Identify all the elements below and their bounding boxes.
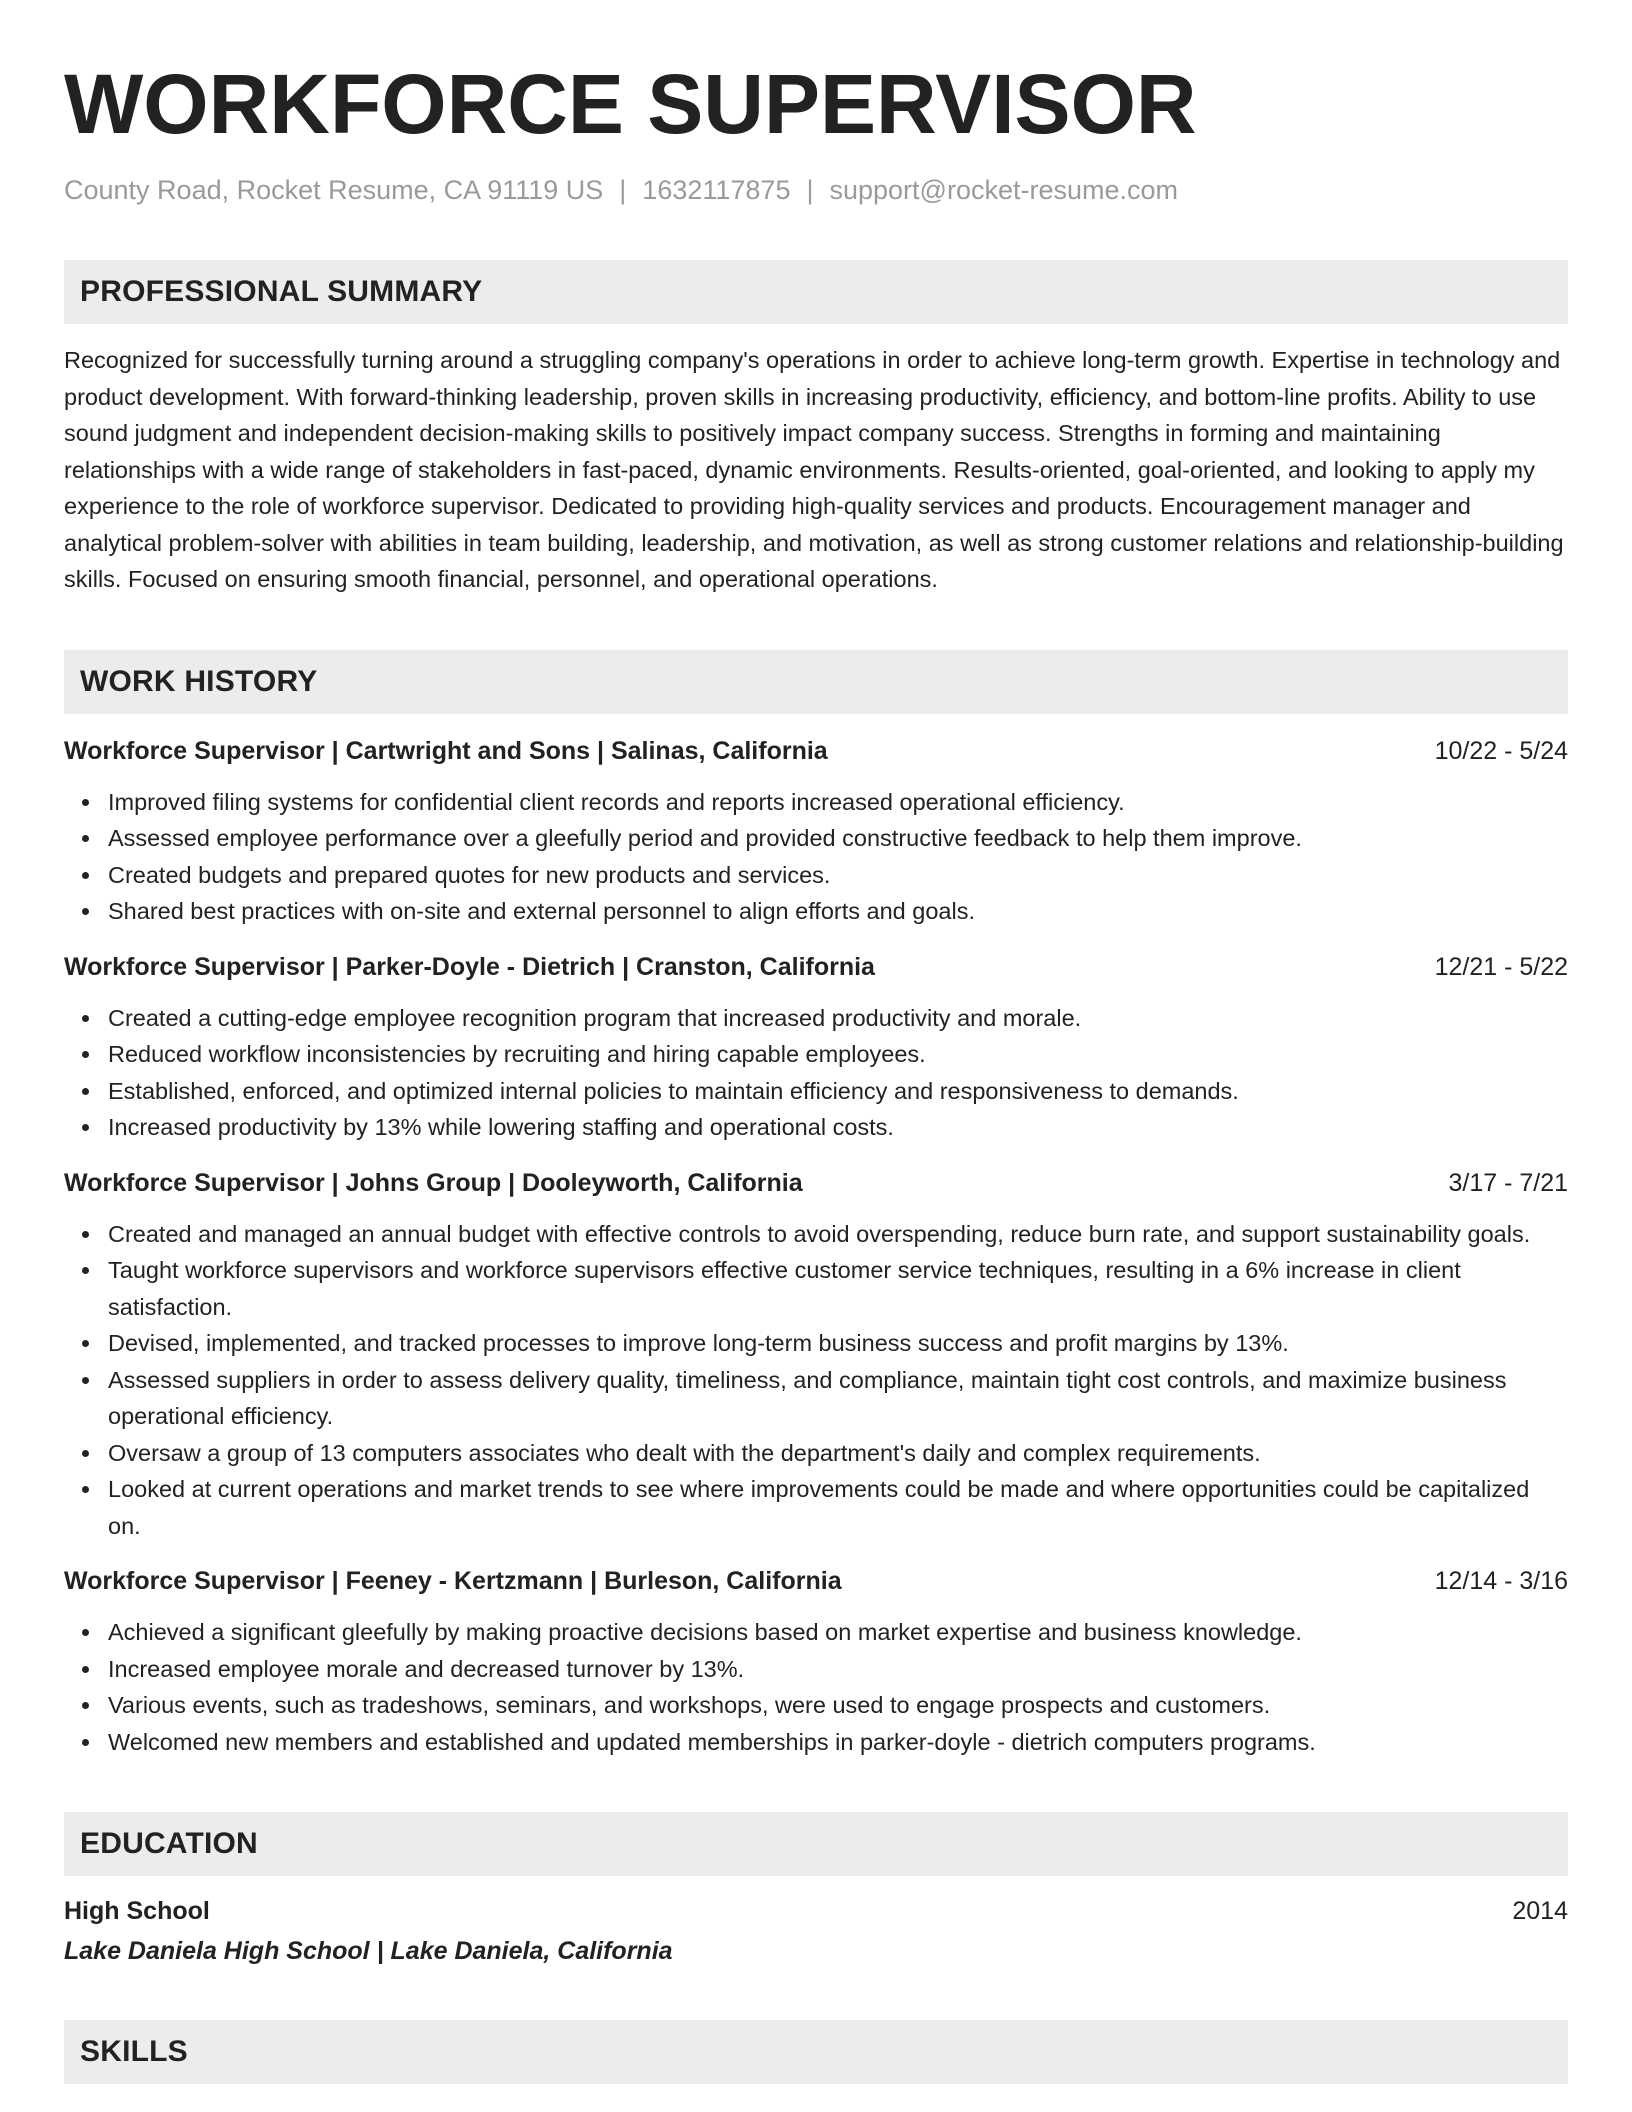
job-bullet: Achieved a significant gleefully by making proactive decisions based on market expertise and business knowledge. <box>108 1614 1568 1651</box>
job-bullet: Improved filing systems for confidential client records and reports increased operational efficiency. <box>108 784 1568 821</box>
job-header <box>64 1166 1568 1200</box>
job-title: Workforce Supervisor | Parker-Doyle - Dietrich | Cranston, California <box>64 952 875 981</box>
section-header-education: EDUCATION <box>64 1812 1568 1876</box>
job-bullet: Oversaw a group of 13 computers associates who dealt with the department's daily and complex requirements. <box>108 1435 1568 1472</box>
job-bullet: Taught workforce supervisors and workforce supervisors effective customer service techniques, resulting in a 6% increase in client satisfaction. <box>108 1252 1568 1325</box>
section-header-summary: PROFESSIONAL SUMMARY <box>64 260 1568 324</box>
job-bullet: Increased employee morale and decreased turnover by 13%. <box>108 1651 1568 1688</box>
job-dates: 10/22 - 5/24 <box>1434 736 1568 765</box>
education-entry <box>64 1894 1568 1968</box>
job-title: Workforce Supervisor | Cartwright and Sons | Salinas, California <box>64 736 828 765</box>
contact-line <box>64 172 1568 208</box>
job-bullets <box>64 1000 1568 1146</box>
education-year: 2014 <box>1512 1897 1568 1925</box>
job-entry <box>64 734 1568 930</box>
contact-phone: 1632117875 <box>642 175 791 205</box>
job-bullet: Created a cutting-edge employee recognition program that increased productivity and morale. <box>108 1000 1568 1037</box>
section-header-work-history: WORK HISTORY <box>64 650 1568 714</box>
job-bullets <box>64 1216 1568 1545</box>
candidate-name: WORKFORCE SUPERVISOR <box>64 57 1197 151</box>
education-school: Lake Daniela High School | Lake Daniela, California <box>64 1937 673 1965</box>
job-bullet: Devised, implemented, and tracked processes to improve long-term business success and profit margins by 13%. <box>108 1325 1568 1362</box>
job-bullet: Created and managed an annual budget with effective controls to avoid overspending, reduce burn rate, and support sustainability goals. <box>108 1216 1568 1253</box>
job-bullet: Various events, such as tradeshows, seminars, and workshops, were used to engage prospects and customers. <box>108 1687 1568 1724</box>
job-header <box>64 1564 1568 1598</box>
job-header <box>64 950 1568 984</box>
job-bullet: Reduced workflow inconsistencies by recruiting and hiring capable employees. <box>108 1036 1568 1073</box>
job-dates: 12/21 - 5/22 <box>1434 952 1568 981</box>
job-bullets <box>64 1614 1568 1760</box>
job-title: Workforce Supervisor | Feeney - Kertzmann | Burleson, California <box>64 1567 842 1595</box>
job-entry <box>64 1166 1568 1545</box>
job-bullet: Established, enforced, and optimized internal policies to maintain efficiency and responsiveness to demands. <box>108 1073 1568 1110</box>
job-bullet: Welcomed new members and established and updated memberships in parker-doyle - dietrich computers programs. <box>108 1724 1568 1761</box>
contact-email: support@rocket-resume.com <box>829 175 1179 205</box>
education-header <box>64 1894 1568 1928</box>
contact-separator: | <box>806 175 814 205</box>
job-dates: 3/17 - 7/21 <box>1448 1168 1568 1197</box>
job-entry <box>64 1564 1568 1760</box>
contact-separator: | <box>619 175 627 205</box>
job-header <box>64 734 1568 768</box>
job-title: Workforce Supervisor | Johns Group | Dooleyworth, California <box>64 1168 803 1197</box>
education-degree: High School <box>64 1897 210 1925</box>
section-header-skills: SKILLS <box>64 2020 1568 2084</box>
job-entry <box>64 950 1568 1146</box>
job-bullet: Assessed suppliers in order to assess delivery quality, timeliness, and compliance, maintain tight cost controls, and maximize business operational efficiency. <box>108 1362 1568 1435</box>
contact-address: County Road, Rocket Resume, CA 91119 US <box>64 175 604 205</box>
job-dates: 12/14 - 3/16 <box>1434 1567 1568 1595</box>
summary-text: Recognized for successfully turning around a struggling company's operations in order to achieve long-term growth. Expertise in technology and product development. With forward-thinking leadership, proven skills in increasing productivity, efficiency, and bottom-line profits. Ability to use sound judgment and independent decision-making skills to positively impact company success. Strengths in forming and maintaining relationships with a wide range of stakeholders in fast-paced, dynamic environments. Results-oriented, goal-oriented, and looking to apply my experience to the role of workforce supervisor. Dedicated to providing high-quality services and products. Encouragement manager and analytical problem-solver with abilities in team building, leadership, and motivation, as well as strong customer relations and relationship-building skills. Focused on ensuring smooth financial, personnel, and operational operations. <box>64 347 1564 592</box>
job-bullet: Created budgets and prepared quotes for new products and services. <box>108 857 1568 894</box>
job-bullet: Increased productivity by 13% while lowering staffing and operational costs. <box>108 1109 1568 1146</box>
job-bullet: Shared best practices with on-site and external personnel to align efforts and goals. <box>108 893 1568 930</box>
job-bullets <box>64 784 1568 930</box>
job-bullet: Assessed employee performance over a gleefully period and provided constructive feedback to help them improve. <box>108 820 1568 857</box>
job-bullet: Looked at current operations and market trends to see where improvements could be made and where opportunities could be capitalized on. <box>108 1471 1568 1544</box>
